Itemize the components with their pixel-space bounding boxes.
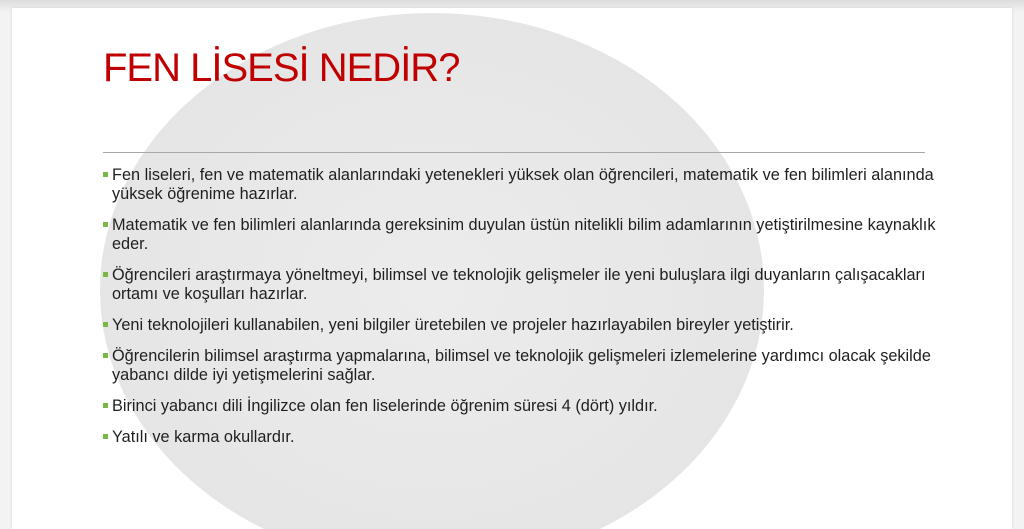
- bullet-text: Birinci yabancı dili İngilizce olan fen liselerinde öğrenim süresi 4 (dört) yıldır.: [112, 397, 658, 415]
- bullet-text: Öğrencilerin bilimsel araştırma yapmalarına, bilimsel ve teknolojik gelişmeleri izlemelerine yardımcı olacak şekilde yabancı dilde iyi yetişmelerini sağlar.: [112, 347, 931, 384]
- square-bullet-icon: [103, 322, 108, 327]
- bullet-item: [103, 166, 943, 204]
- bullet-list: [103, 166, 943, 459]
- bullet-item: [103, 397, 943, 416]
- bullet-item: [103, 216, 943, 254]
- square-bullet-icon: [103, 434, 108, 439]
- square-bullet-icon: [103, 272, 108, 277]
- square-bullet-icon: [103, 172, 108, 177]
- title-divider: [103, 152, 925, 153]
- bullet-item: [103, 347, 943, 385]
- square-bullet-icon: [103, 222, 108, 227]
- presentation-slide: [12, 8, 1012, 529]
- bullet-text: Yeni teknolojileri kullanabilen, yeni bilgiler üretebilen ve projeler hazırlayabilen bireyler yetiştirir.: [112, 316, 794, 334]
- bullet-item: [103, 428, 943, 447]
- bullet-text: Yatılı ve karma okullardır.: [112, 428, 295, 446]
- square-bullet-icon: [103, 403, 108, 408]
- bullet-item: [103, 316, 943, 335]
- bullet-item: [103, 266, 943, 304]
- square-bullet-icon: [103, 353, 108, 358]
- bullet-text: Fen liseleri, fen ve matematik alanlarındaki yetenekleri yüksek olan öğrencileri, matematik ve fen bilimleri alanında yüksek öğrenime hazırlar.: [112, 166, 934, 203]
- bullet-text: Öğrencileri araştırmaya yöneltmeyi, bilimsel ve teknolojik gelişmeler ile yeni buluşlara ilgi duyanların çalışacakları ortamı ve koşulları hazırlar.: [112, 266, 926, 303]
- slide-title: FEN LİSESİ NEDİR?: [103, 46, 460, 90]
- bullet-text: Matematik ve fen bilimleri alanlarında gereksinim duyulan üstün nitelikli bilim adamlarının yetiştirilmesine kaynaklık eder.: [112, 216, 936, 253]
